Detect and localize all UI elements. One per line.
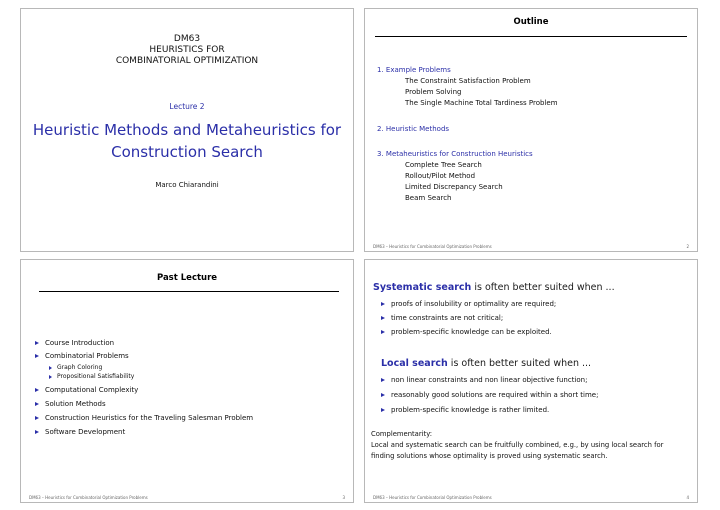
page-number: 3: [342, 495, 345, 500]
list-item: Software Development: [35, 428, 125, 436]
list-item: Construction Heuristics for the Traveling Salesman Problem: [35, 414, 253, 422]
slide-2-outline: [364, 8, 698, 252]
bullet-triangle-icon: [381, 408, 385, 412]
toc-subsection[interactable]: The Single Machine Total Tardiness Problem: [405, 99, 558, 107]
course-line-2: COMBINATORIAL OPTIMIZATION: [115, 56, 259, 66]
toc-section-3[interactable]: 3. Metaheuristics for Construction Heuristics: [377, 150, 533, 158]
slide-title: Outline: [513, 17, 549, 27]
toc-subsection[interactable]: Beam Search: [405, 194, 452, 202]
slide-3-past-lecture: [20, 259, 354, 503]
title-line-2: Construction Search: [111, 143, 263, 161]
bullet-triangle-icon: [35, 341, 39, 345]
slide-title: Past Lecture: [156, 273, 218, 283]
toc-section-1[interactable]: 1. Example Problems: [377, 66, 451, 74]
toc-subsection[interactable]: Limited Discrepancy Search: [405, 183, 503, 191]
title-rule: [375, 36, 687, 37]
list-item: problem-specific knowledge can be exploited.: [381, 328, 552, 336]
systematic-heading: Systematic search is often better suited when ...: [373, 282, 615, 293]
course-code: DM63: [173, 34, 201, 44]
toc-section-2[interactable]: 2. Heuristic Methods: [377, 125, 450, 133]
bullet-triangle-icon: [381, 330, 385, 334]
lecture-number: Lecture 2: [169, 102, 205, 111]
complementarity-text: Local and systematic search can be fruitfully combined, e.g., by using local search for finding solutions whose optimality is proved using systematic search.: [371, 441, 664, 460]
list-item: Computational Complexity: [35, 386, 138, 394]
bullet-triangle-icon: [49, 366, 52, 370]
slide-1-title: [20, 8, 354, 252]
author: Marco Chiarandini: [155, 181, 219, 189]
list-item: Solution Methods: [35, 400, 106, 408]
bullet-triangle-icon: [35, 402, 39, 406]
page-number: 2: [686, 244, 689, 249]
slide-footer: [373, 244, 689, 249]
title-line-1: Heuristic Methods and Metaheuristics for: [32, 121, 342, 139]
bullet-triangle-icon: [35, 354, 39, 358]
list-item: Course Introduction: [35, 339, 114, 347]
bullet-triangle-icon: [381, 302, 385, 306]
slide-footer: [29, 495, 345, 500]
toc-subsection[interactable]: Complete Tree Search: [405, 161, 482, 169]
list-item: Combinatorial Problems: [35, 352, 129, 360]
footer-text: DM63 – Heuristics for Combinatorial Optimization Problems: [373, 495, 492, 500]
bullet-triangle-icon: [35, 388, 39, 392]
bullet-triangle-icon: [49, 375, 52, 379]
list-item: non linear constraints and non linear objective function;: [381, 376, 587, 384]
toc-subsection[interactable]: The Constraint Satisfaction Problem: [405, 77, 531, 85]
toc-subsection[interactable]: Rollout/Pilot Method: [405, 172, 476, 180]
sub-list-item: Propositional Satisfiability: [49, 373, 134, 380]
bullet-triangle-icon: [381, 316, 385, 320]
local-search-heading: Local search is often better suited when ...: [381, 358, 592, 369]
bullet-triangle-icon: [381, 378, 385, 382]
footer-text: DM63 – Heuristics for Combinatorial Optimization Problems: [29, 495, 148, 500]
slide-footer: [373, 495, 689, 500]
course-line-1: HEURISTICS FOR: [149, 45, 225, 55]
list-item: proofs of insolubility or optimality are required;: [381, 300, 556, 308]
list-item: time constraints are not critical;: [381, 314, 503, 322]
list-item: problem-specific knowledge is rather limited.: [381, 406, 549, 414]
slide-4-search-comparison: [364, 259, 698, 503]
title-rule: [39, 291, 339, 292]
toc-subsection[interactable]: Problem Solving: [405, 88, 462, 96]
bullet-triangle-icon: [35, 416, 39, 420]
bullet-triangle-icon: [35, 430, 39, 434]
sub-list-item: Graph Coloring: [49, 364, 102, 371]
complementarity-paragraph: [371, 429, 681, 462]
course-block: [21, 34, 353, 67]
bullet-triangle-icon: [381, 393, 385, 397]
list-item: reasonably good solutions are required within a short time;: [381, 391, 598, 399]
presentation-title: [21, 119, 353, 163]
footer-text: DM63 – Heuristics for Combinatorial Optimization Problems: [373, 244, 492, 249]
complementarity-label: Complementarity:: [371, 430, 433, 438]
page-number: 4: [686, 495, 689, 500]
